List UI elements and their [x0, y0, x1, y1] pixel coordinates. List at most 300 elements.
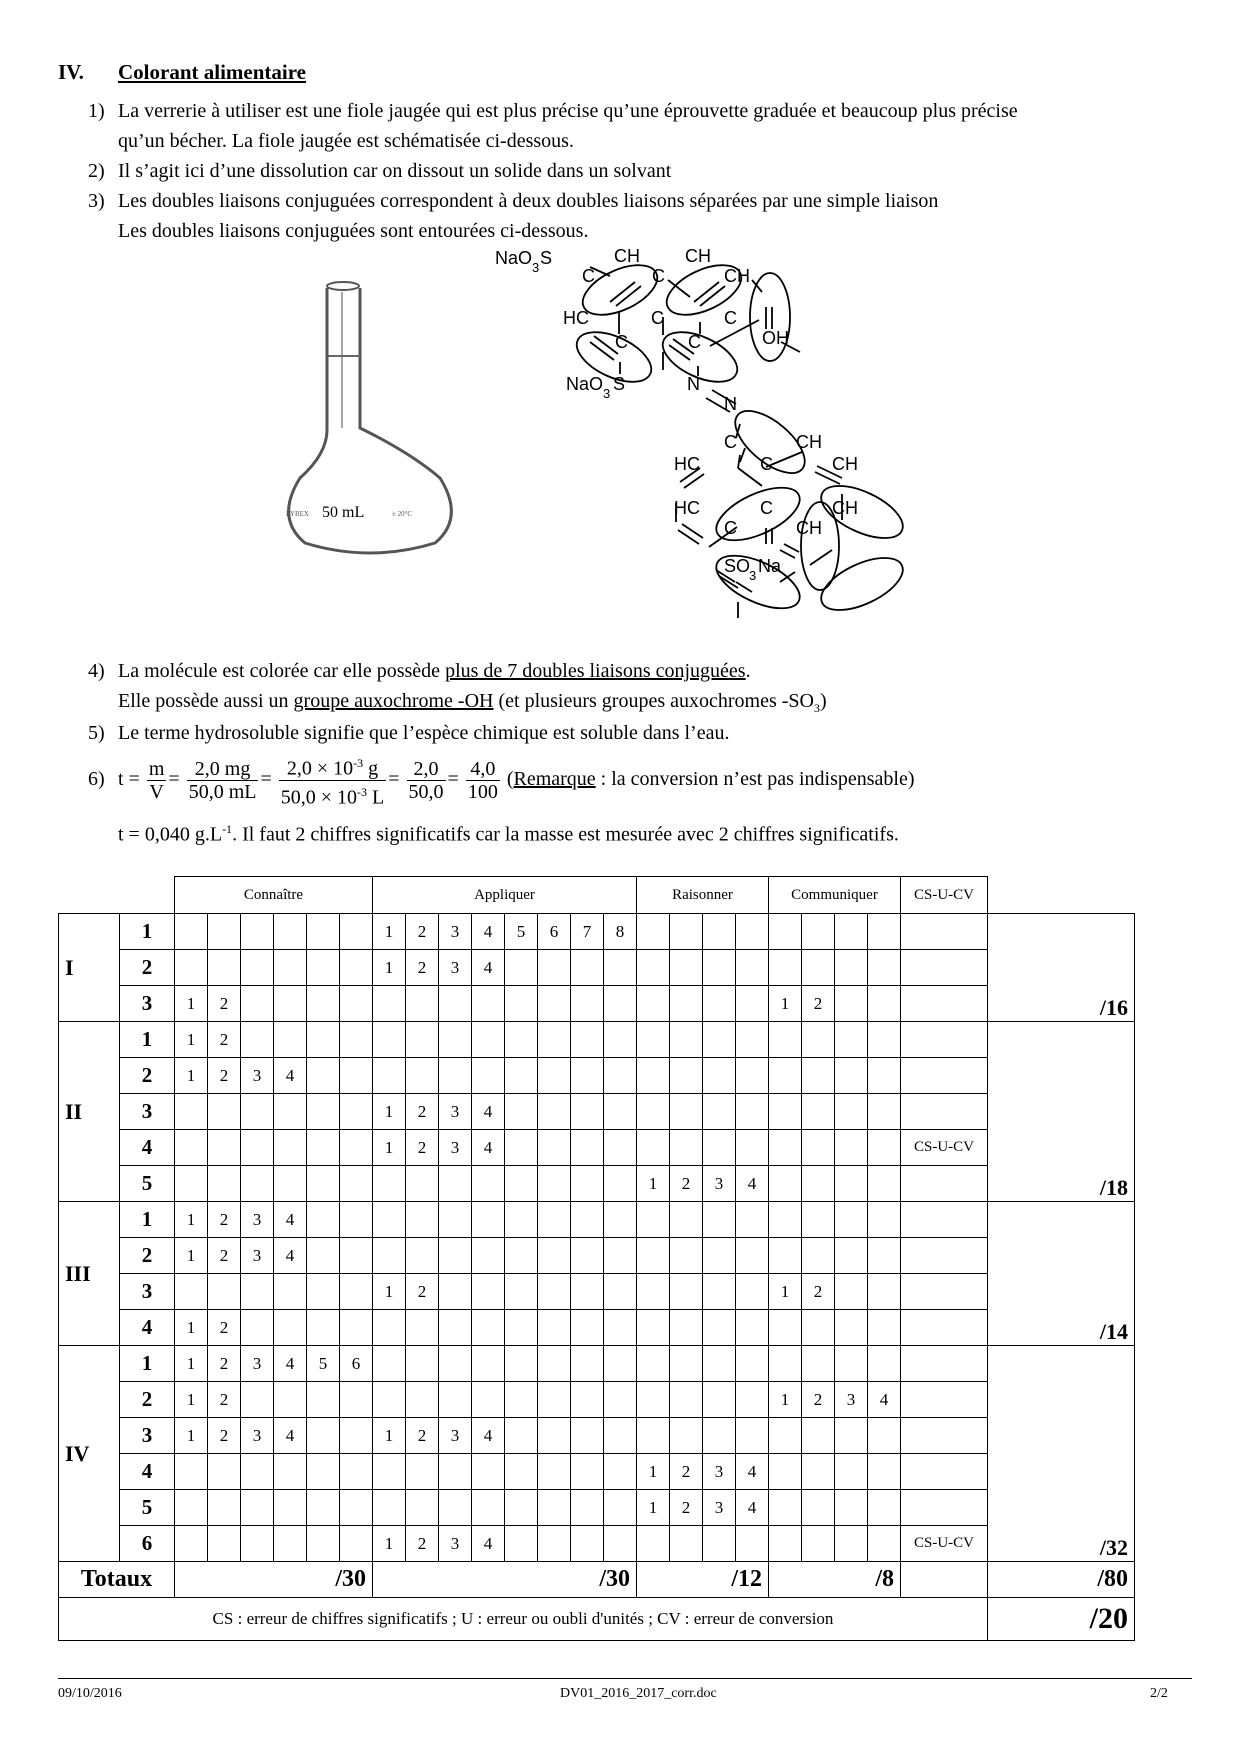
grade-cell: 1 [769, 986, 802, 1022]
grade-cell [274, 1490, 307, 1526]
mol-label: C [582, 266, 595, 286]
grade-cell [703, 1022, 736, 1058]
grade-cell: 1 [637, 1454, 670, 1490]
grade-cell [868, 1022, 901, 1058]
mol-label: C [724, 432, 737, 452]
grade-cell: 1 [637, 1490, 670, 1526]
grade-cell: 2 [406, 1418, 439, 1454]
section-total: /14 [988, 1202, 1135, 1346]
question-number: 2) [88, 160, 105, 182]
grade-cell [439, 986, 472, 1022]
table-row [59, 1166, 1135, 1202]
grade-cell [505, 1238, 538, 1274]
column-total: /12 [637, 1562, 769, 1598]
remark-text: : la conversion n’est pas indispensable) [595, 767, 915, 790]
grade-cell [769, 1310, 802, 1346]
grade-cell [406, 1058, 439, 1094]
formula-text: t = [118, 767, 140, 790]
grade-cell: 3 [439, 914, 472, 950]
grade-cell [802, 1202, 835, 1238]
grade-cell [538, 986, 571, 1022]
grade-cell [571, 1274, 604, 1310]
grade-cell [604, 1022, 637, 1058]
cs-u-cv-cell [901, 1022, 988, 1058]
grade-cell [802, 1454, 835, 1490]
grade-cell [868, 1346, 901, 1382]
mol-label: C [760, 498, 773, 518]
grade-cell [868, 1166, 901, 1202]
grade-cell [769, 1202, 802, 1238]
grade-cell [670, 1382, 703, 1418]
grade-cell [208, 1454, 241, 1490]
grade-cell [307, 1490, 340, 1526]
mol-label: NaO [566, 374, 604, 394]
grade-cell: 2 [670, 1166, 703, 1202]
grade-cell [571, 1418, 604, 1454]
grade-cell [538, 1166, 571, 1202]
grade-cell: 4 [472, 1130, 505, 1166]
grade-cell [703, 914, 736, 950]
grade-cell [637, 1382, 670, 1418]
grade-cell [637, 1022, 670, 1058]
grade-cell [637, 986, 670, 1022]
grade-cell: 4 [472, 914, 505, 950]
grade-cell [472, 1274, 505, 1310]
grade-cell [241, 1526, 274, 1562]
grade-cell [373, 1166, 406, 1202]
grade-cell [406, 1202, 439, 1238]
header-spacer [988, 877, 1135, 914]
grade-cell [538, 1094, 571, 1130]
grade-cell [373, 986, 406, 1022]
grade-cell: 2 [208, 1022, 241, 1058]
grade-cell [769, 1058, 802, 1094]
grade-cell [307, 1022, 340, 1058]
table-row [59, 1022, 1135, 1058]
grade-cell [439, 1310, 472, 1346]
mol-label: NaO [495, 248, 533, 268]
grade-cell [637, 1274, 670, 1310]
grade-cell [538, 1202, 571, 1238]
grade-cell [505, 1418, 538, 1454]
grade-cell [703, 950, 736, 986]
grade-cell [472, 1310, 505, 1346]
grade-cell [802, 914, 835, 950]
grade-cell [472, 1346, 505, 1382]
grade-cell [373, 1490, 406, 1526]
grade-cell [406, 1490, 439, 1526]
grade-cell [538, 1418, 571, 1454]
column-total: /30 [175, 1562, 373, 1598]
grade-cell [868, 1274, 901, 1310]
fraction: $\frac{2,0 \times 10^{-3} g}{50,0 \times 10^{-3} L}$ [279, 752, 387, 808]
grade-cell [670, 1130, 703, 1166]
grade-cell: 4 [274, 1418, 307, 1454]
grade-cell [175, 1490, 208, 1526]
grade-cell [538, 1526, 571, 1562]
grade-cell [670, 1310, 703, 1346]
flask-brand: PYREX [286, 510, 309, 518]
flask-volume-label: 50 mL [322, 504, 365, 521]
grade-cell [274, 1022, 307, 1058]
grade-cell [538, 1022, 571, 1058]
grade-cell [769, 950, 802, 986]
grade-cell: 2 [406, 950, 439, 986]
grade-cell [637, 950, 670, 986]
grade-cell [868, 914, 901, 950]
question-number: 1) [88, 100, 105, 122]
grade-cell [340, 1058, 373, 1094]
grade-cell [472, 1166, 505, 1202]
table-row [59, 1454, 1135, 1490]
grade-cell: 1 [175, 1202, 208, 1238]
grade-cell [439, 1454, 472, 1490]
question-2 [88, 156, 1168, 186]
grade-cell: 4 [736, 1166, 769, 1202]
grade-cell [802, 1238, 835, 1274]
grade-cell: 3 [703, 1166, 736, 1202]
grade-cell: 5 [307, 1346, 340, 1382]
grade-cell [505, 1058, 538, 1094]
grade-cell [472, 1454, 505, 1490]
grade-cell [241, 1454, 274, 1490]
grade-cell: 2 [208, 1418, 241, 1454]
flask-temp: ± 20°C [392, 510, 413, 518]
grade-cell [208, 1130, 241, 1166]
grade-cell [703, 1310, 736, 1346]
grade-cell [538, 1310, 571, 1346]
grade-cell [769, 1094, 802, 1130]
question-number-cell: 2 [120, 1382, 175, 1418]
question-text: Les doubles liaisons conjuguées correspondent à deux doubles liaisons séparées par une simple liaison [118, 190, 939, 212]
grade-cell: 2 [406, 1094, 439, 1130]
question-number: 3) [88, 190, 105, 212]
grade-cell [175, 1454, 208, 1490]
grade-cell [637, 1094, 670, 1130]
grade-cell [307, 1382, 340, 1418]
grade-cell [175, 1166, 208, 1202]
column-header: Communiquer [769, 877, 901, 914]
grade-cell: 3 [241, 1418, 274, 1454]
cs-u-cv-cell [901, 986, 988, 1022]
mol-label: CH [832, 454, 858, 474]
grade-cell [670, 950, 703, 986]
molecule-diagram [495, 246, 1000, 652]
grade-cell [241, 1130, 274, 1166]
grade-cell: 1 [175, 1418, 208, 1454]
question-number-cell: 5 [120, 1490, 175, 1526]
grade-cell [802, 1526, 835, 1562]
grade-cell [571, 1238, 604, 1274]
grade-cell [406, 1022, 439, 1058]
mol-label: 3 [749, 568, 757, 583]
grade-cell [571, 1526, 604, 1562]
grade-cell: 2 [208, 1310, 241, 1346]
grade-cell [439, 1022, 472, 1058]
grade-cell [439, 1490, 472, 1526]
column-header: Connaître [175, 877, 373, 914]
grade-cell [736, 950, 769, 986]
grade-cell [769, 1346, 802, 1382]
grade-cell [307, 1526, 340, 1562]
question-number-cell: 1 [120, 1022, 175, 1058]
question-number: 6) [88, 767, 105, 790]
grade-cell [769, 1238, 802, 1274]
grade-cell [736, 914, 769, 950]
grade-cell [307, 1274, 340, 1310]
grade-cell [604, 1058, 637, 1094]
question-number-cell: 6 [120, 1526, 175, 1562]
grade-cell: 1 [373, 1274, 406, 1310]
table-row [59, 1526, 1135, 1562]
grade-cell [868, 1202, 901, 1238]
question-number-cell: 1 [120, 914, 175, 950]
grade-cell [472, 1382, 505, 1418]
grade-cell [307, 914, 340, 950]
grade-cell [241, 1310, 274, 1346]
question-text: (et plusieurs groupes auxochromes -SO [493, 690, 814, 712]
fraction: $\frac{4,0}{100}$ [467, 757, 498, 803]
mol-label: S [613, 374, 626, 394]
table-row [59, 1130, 1135, 1166]
grade-cell [340, 1274, 373, 1310]
grade-cell: 3 [241, 1238, 274, 1274]
grade-cell [307, 1202, 340, 1238]
result-text: . Il faut 2 chiffres significatifs car la masse est mesurée avec 2 chiffres significatifs. [232, 823, 899, 846]
mol-label: HC [674, 498, 700, 518]
mol-label: CH [796, 432, 822, 452]
grade-cell [868, 1418, 901, 1454]
grade-cell [208, 950, 241, 986]
grade-cell [175, 1130, 208, 1166]
mol-label: N [724, 394, 737, 414]
question-number: 4) [88, 660, 105, 682]
grade-cell: 1 [175, 1238, 208, 1274]
grade-cell [769, 1130, 802, 1166]
cs-u-cv-cell [901, 950, 988, 986]
grade-cell [670, 914, 703, 950]
question-5 [88, 718, 1168, 748]
grade-cell [835, 1022, 868, 1058]
grade-cell: 3 [241, 1346, 274, 1382]
grade-cell: 1 [373, 1526, 406, 1562]
grade-cell [604, 1418, 637, 1454]
grade-cell: 2 [670, 1454, 703, 1490]
exercise-label: I [59, 914, 120, 1022]
grade-cell: 4 [274, 1346, 307, 1382]
grade-cell [670, 1238, 703, 1274]
grade-cell [868, 1490, 901, 1526]
grade-cell: 3 [439, 1130, 472, 1166]
grade-cell [538, 1130, 571, 1166]
question-4 [88, 656, 1168, 723]
grade-cell: 3 [241, 1058, 274, 1094]
grade-cell [571, 1454, 604, 1490]
grade-cell [802, 1130, 835, 1166]
grade-cell [307, 1094, 340, 1130]
question-text: qu’un bécher. La fiole jaugée est schématisée ci-dessous. [118, 130, 574, 152]
grade-cell [736, 1094, 769, 1130]
grade-cell [241, 950, 274, 986]
grading-table [58, 876, 1135, 1641]
grade-cell [274, 986, 307, 1022]
grade-cell [406, 1310, 439, 1346]
table-row [59, 950, 1135, 986]
question-1 [88, 96, 1168, 156]
grade-cell [835, 1058, 868, 1094]
grade-cell [868, 1454, 901, 1490]
grade-cell: 6 [340, 1346, 373, 1382]
grade-cell [571, 1202, 604, 1238]
grade-cell [208, 1094, 241, 1130]
grade-cell [538, 1058, 571, 1094]
grade-cell [802, 950, 835, 986]
grade-cell: 3 [439, 1526, 472, 1562]
grade-cell: 2 [208, 1346, 241, 1382]
mol-label: HC [563, 308, 589, 328]
grade-cell [439, 1274, 472, 1310]
grade-cell [868, 1238, 901, 1274]
grade-cell [307, 1058, 340, 1094]
fraction: $\frac{2,0 mg}{50,0 mL}$ [188, 757, 257, 803]
section-total: /18 [988, 1022, 1135, 1202]
mol-label: SO [724, 556, 751, 576]
grade-cell: 1 [175, 1382, 208, 1418]
grade-cell [670, 1202, 703, 1238]
grade-cell [208, 1490, 241, 1526]
grade-cell: 1 [175, 1346, 208, 1382]
mol-label: C [615, 332, 628, 352]
grade-cell: 2 [802, 986, 835, 1022]
grade-cell [670, 1418, 703, 1454]
cs-u-cv-cell [901, 1382, 988, 1418]
grade-cell [175, 950, 208, 986]
grade-cell [736, 1238, 769, 1274]
mol-label: 3 [603, 386, 611, 401]
footer-filename: DV01_2016_2017_corr.doc [560, 1686, 717, 1701]
grade-cell [670, 1274, 703, 1310]
mol-label: C [688, 332, 701, 352]
table-row [59, 1382, 1135, 1418]
grade-cell [604, 986, 637, 1022]
grade-cell [538, 950, 571, 986]
grade-cell: 3 [241, 1202, 274, 1238]
grade-cell [769, 1418, 802, 1454]
grade-cell [373, 1310, 406, 1346]
grade-cell [406, 1238, 439, 1274]
grade-cell: 2 [208, 1058, 241, 1094]
grade-cell [604, 950, 637, 986]
grade-cell [439, 1166, 472, 1202]
grade-cell [736, 1202, 769, 1238]
grade-cell [604, 1346, 637, 1382]
grade-cell [538, 1274, 571, 1310]
grade-cell: 2 [208, 986, 241, 1022]
grade-cell [769, 1022, 802, 1058]
grade-cell [307, 1238, 340, 1274]
remark-label: Remarque [513, 767, 596, 790]
grade-cell [802, 1346, 835, 1382]
table-row [59, 1346, 1135, 1382]
grade-cell [571, 1130, 604, 1166]
grade-cell: 2 [670, 1490, 703, 1526]
cs-u-cv-cell [901, 1058, 988, 1094]
grade-cell [802, 1166, 835, 1202]
grade-cell [241, 1490, 274, 1526]
grade-cell [538, 1346, 571, 1382]
table-row [59, 914, 1135, 950]
grade-cell [505, 1346, 538, 1382]
grade-cell [208, 1526, 241, 1562]
grade-cell [307, 1418, 340, 1454]
grade-cell: 3 [439, 1418, 472, 1454]
cs-u-cv-cell: CS-U-CV [901, 1130, 988, 1166]
cs-u-cv-cell [901, 1490, 988, 1526]
grade-cell [604, 1526, 637, 1562]
grade-cell [439, 1382, 472, 1418]
grade-cell [835, 1418, 868, 1454]
grade-cell [868, 1310, 901, 1346]
grade-cell [868, 986, 901, 1022]
grade-cell [736, 1418, 769, 1454]
grade-cell [769, 914, 802, 950]
mol-label: Na [758, 556, 782, 576]
grade-cell [670, 1094, 703, 1130]
grade-cell: 4 [472, 1094, 505, 1130]
grade-cell [868, 950, 901, 986]
question-number-cell: 4 [120, 1130, 175, 1166]
question-number-cell: 2 [120, 1058, 175, 1094]
grade-cell [340, 1130, 373, 1166]
mol-label: CH [614, 246, 640, 266]
grade-cell [703, 1094, 736, 1130]
mol-label: OH [762, 328, 789, 348]
grade-cell [439, 1202, 472, 1238]
grade-cell [274, 1454, 307, 1490]
grade-cell [868, 1130, 901, 1166]
grade-cell [736, 1382, 769, 1418]
grade-cell [802, 1022, 835, 1058]
grade-cell [340, 914, 373, 950]
grade-cell [538, 1454, 571, 1490]
cs-u-cv-cell [901, 1418, 988, 1454]
question-text: groupe auxochrome -OH [293, 690, 494, 712]
grade-cell [835, 1166, 868, 1202]
mol-label: N [687, 374, 700, 394]
grade-cell [505, 986, 538, 1022]
grade-cell [538, 1382, 571, 1418]
question-number-cell: 3 [120, 1418, 175, 1454]
grade-cell [505, 1454, 538, 1490]
grade-cell: 4 [736, 1490, 769, 1526]
grade-cell [472, 1202, 505, 1238]
grade-cell: 1 [637, 1166, 670, 1202]
cs-u-cv-cell [901, 1166, 988, 1202]
grade-cell [175, 1526, 208, 1562]
question-6: 6) t = $\frac{m}{V}$ = $\frac{2,0 mg}{50,0 mL}$ = $\frac{2,0 \times 10^{-3} g}{50,0 \times 10^{-3} L}$ = $\frac{2,0}{50,0}$ = $\frac{4,0}{100}$ (Remarque : la conversion n’est pas indispensable) t = 0,040 $g.L^{-1}$. Il faut 2 chiffres significatifs car la masse est mesurée avec 2 chiffres significatifs. [88, 752, 1168, 850]
grade-cell [340, 1526, 373, 1562]
grade-cell [274, 914, 307, 950]
grade-cell [208, 1274, 241, 1310]
grade-cell: 2 [406, 1274, 439, 1310]
question-number-cell: 2 [120, 1238, 175, 1274]
grade-cell [538, 1238, 571, 1274]
grade-cell [835, 1274, 868, 1310]
grade-cell [736, 1346, 769, 1382]
grade-cell [571, 1382, 604, 1418]
grade-cell [670, 1022, 703, 1058]
grade-cell [802, 1310, 835, 1346]
